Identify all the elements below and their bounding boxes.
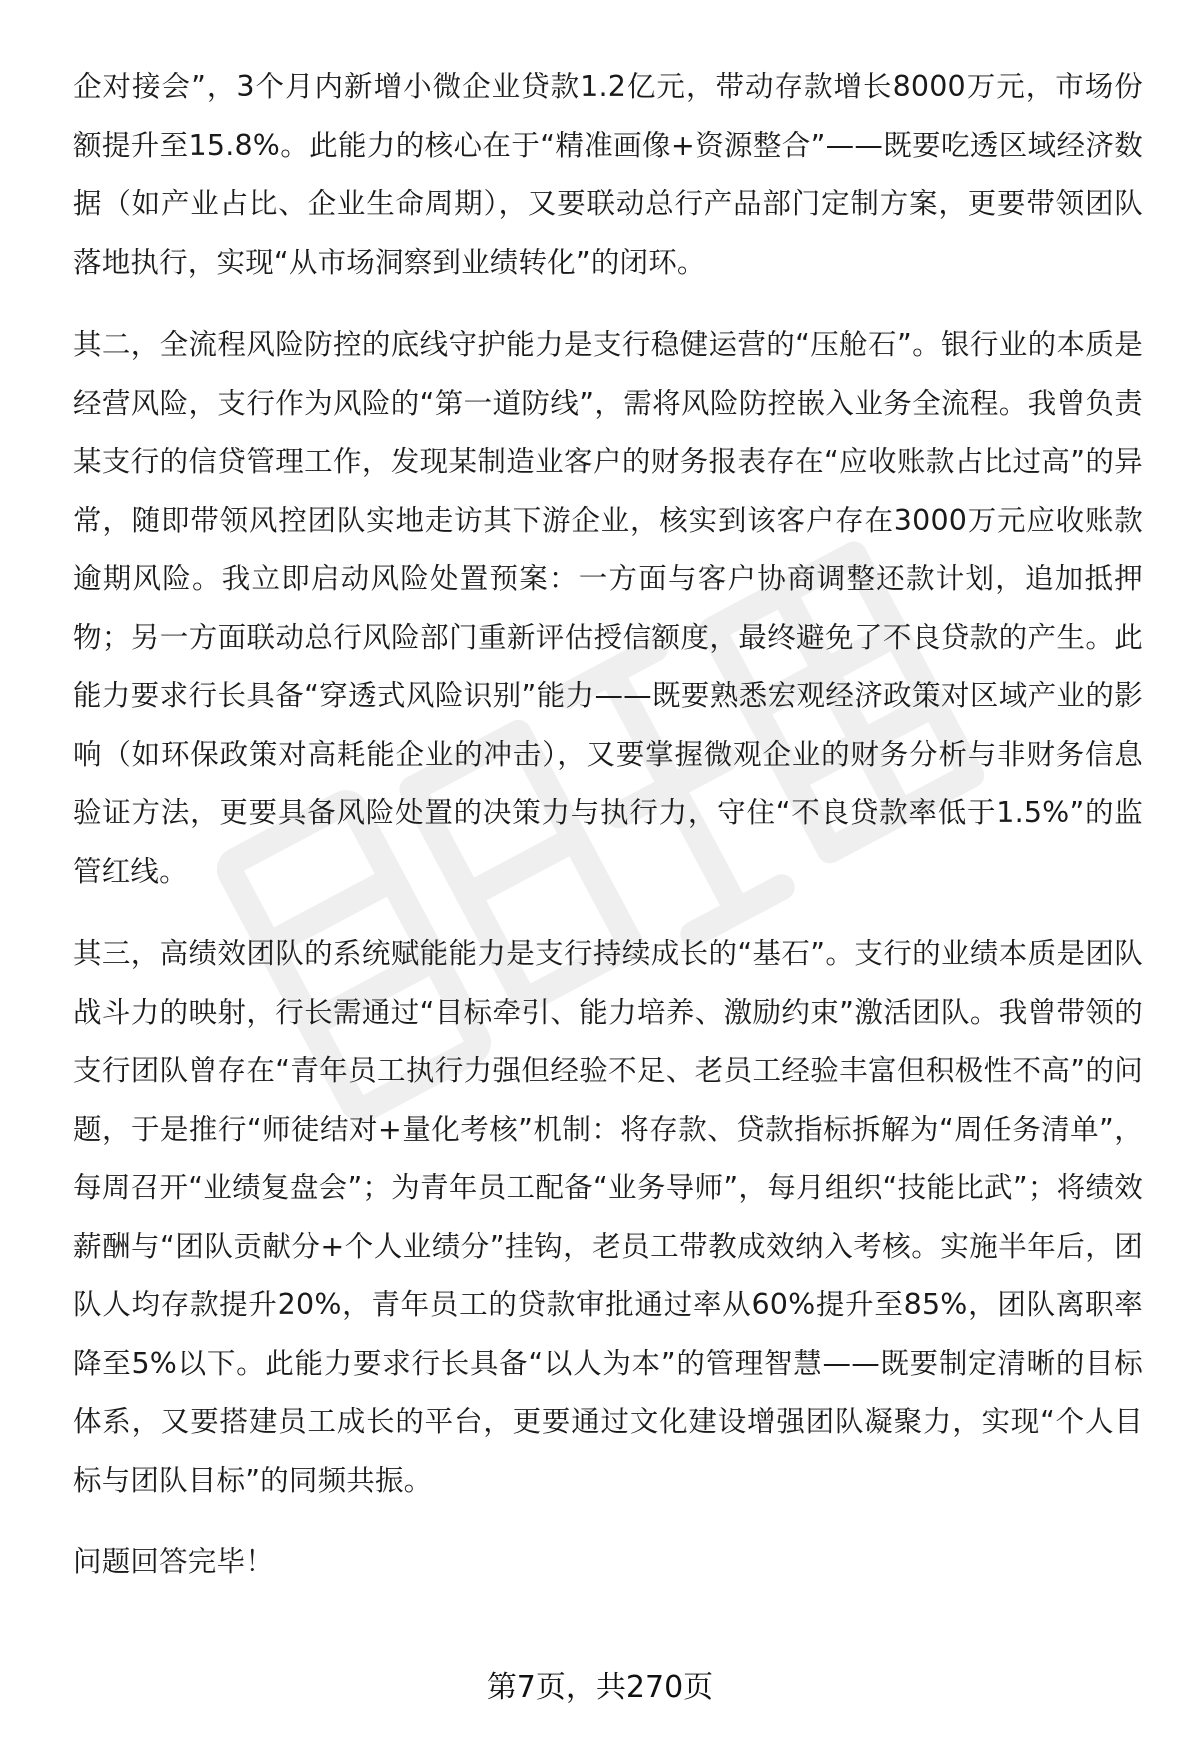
paragraph-market-ability: 企对接会”，3个月内新增小微企业贷款1.2亿元，带动存款增长8000万元，市场份额提升至15.8%。此能力的核心在于“精准画像+资源整合”——既要吃透区域经济数据（如产业占比、企业生命周期），又要联动总行产品部门定制方案，更要带领团队落地执行，实现“从市场洞察到业绩转化”的闭环。	[73, 70, 1143, 279]
document-body	[73, 58, 1143, 1592]
closing-statement: 问题回答完毕！	[73, 1545, 274, 1578]
paragraph-team-building: 其三，高绩效团队的系统赋能能力是支行持续成长的“基石”。支行的业绩本质是团队战斗力的映射，行长需通过“目标牵引、能力培养、激励约束”激活团队。我曾带领的支行团队曾存在“青年员工执行力强但经验不足、老员工经验丰富但积极性不高”的问题，于是推行“师徒结对+量化考核”机制：将存款、贷款指标拆解为“周任务清单”，每周召开“业绩复盘会”；为青年员工配备“业务导师”，每月组织“技能比武”；将绩效薪酬与“团队贡献分+个人业绩分”挂钩，老员工带教成效纳入考核。实施半年后，团队人均存款提升20%，青年员工的贷款审批通过率从60%提升至85%，团队离职率降至5%以下。此能力要求行长具备“以人为本”的管理智慧——既要制定清晰的目标体系，又要搭建员工成长的平台，更要通过文化建设增强团队凝聚力，实现“个人目标与团队目标”的同频共振。	[73, 937, 1143, 1497]
paragraph-risk-control: 其二，全流程风险防控的底线守护能力是支行稳健运营的“压舱石”。银行业的本质是经营风险，支行作为风险的“第一道防线”，需将风险防控嵌入业务全流程。我曾负责某支行的信贷管理工作，发现某制造业客户的财务报表存在“应收账款占比过高”的异常，随即带领风控团队实地走访其下游企业，核实到该客户存在3000万元应收账款逾期风险。我立即启动风险处置预案：一方面与客户协商调整还款计划，追加抵押物；另一方面联动总行风险部门重新评估授信额度，最终避免了不良贷款的产生。此能力要求行长具备“穿透式风险识别”能力——既要熟悉宏观经济政策对区域产业的影响（如环保政策对高耗能企业的冲击），又要掌握微观企业的财务分析与非财务信息验证方法，更要具备风险处置的决策力与执行力，守住“不良贷款率低于1.5%”的监管红线。	[73, 328, 1143, 888]
page-number: 第7页，共270页	[486, 1670, 714, 1705]
